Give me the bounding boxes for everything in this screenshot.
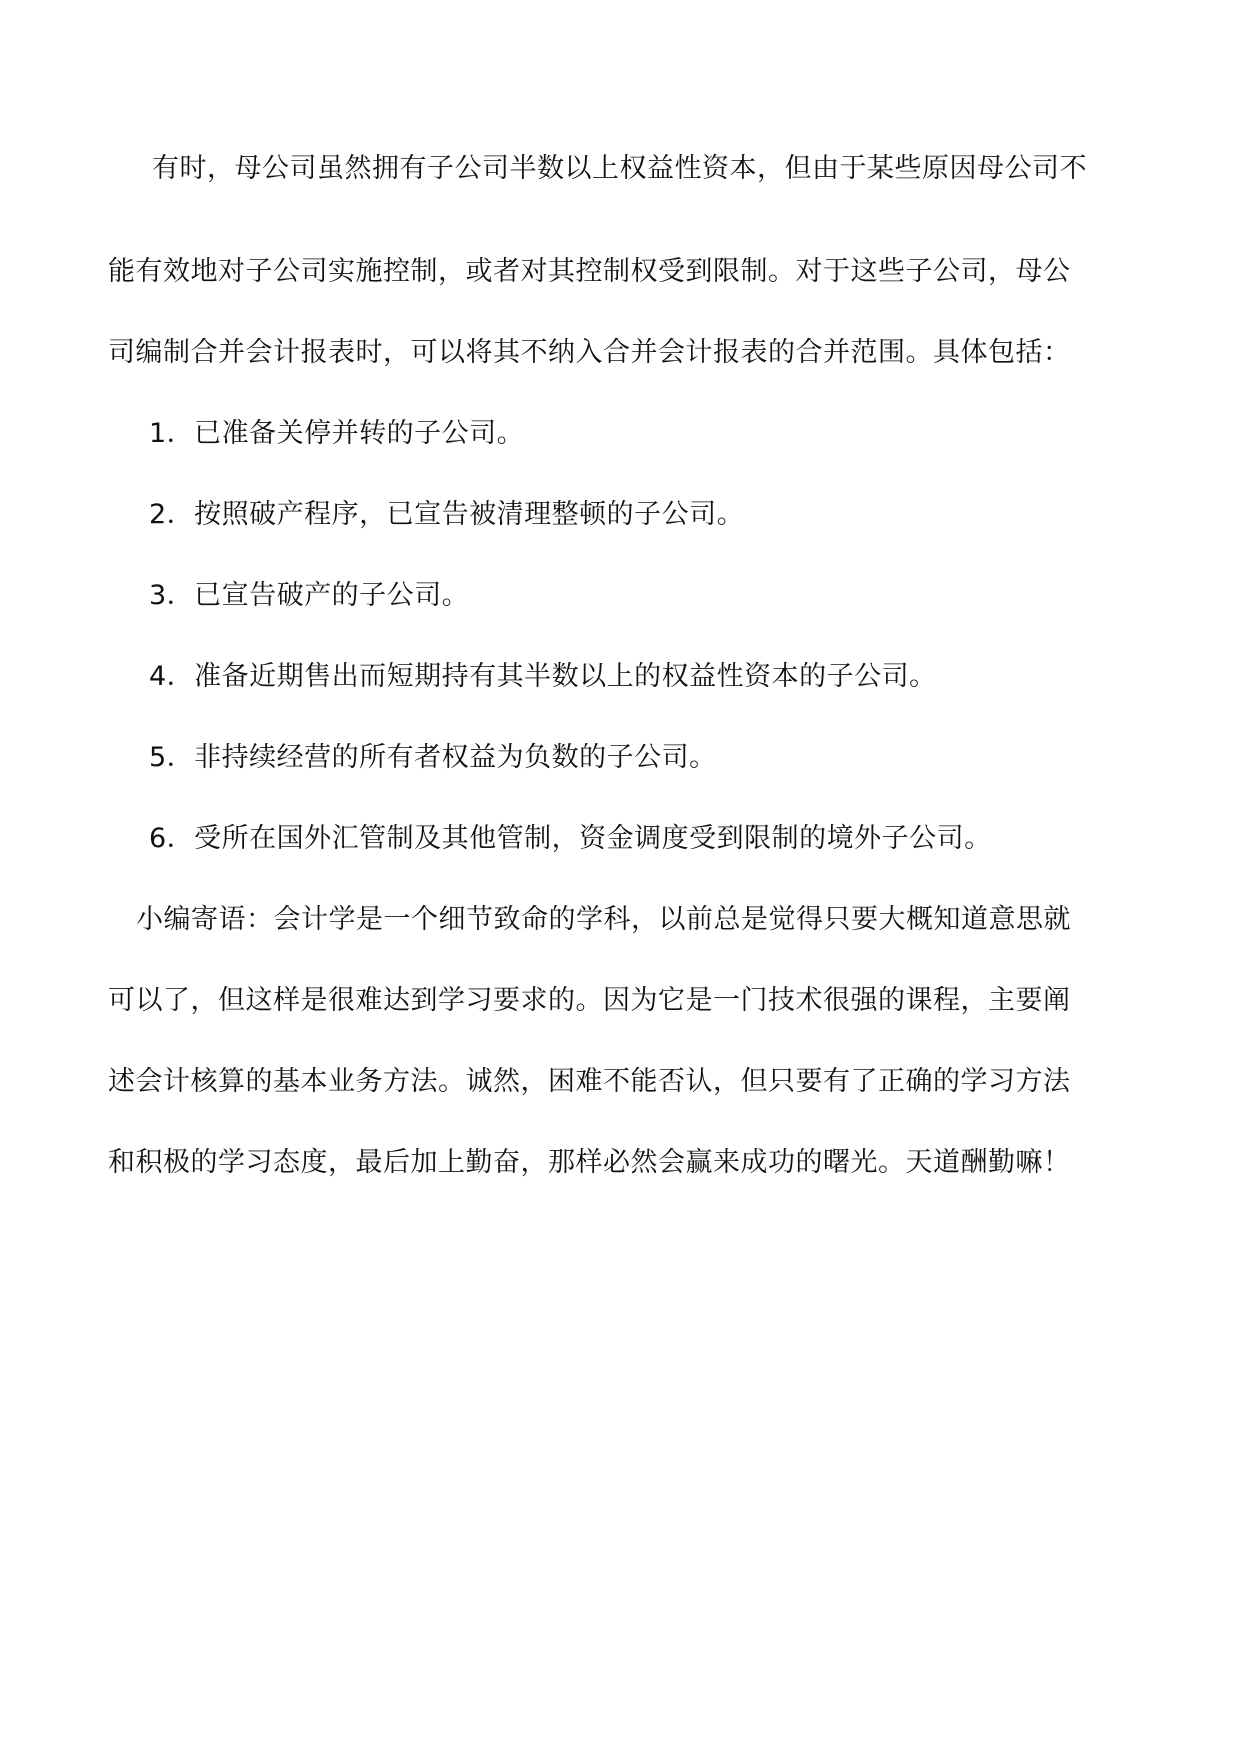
list-item: 5．非持续经营的所有者权益为负数的子公司。 — [149, 742, 717, 773]
paragraph-line: 司编制合并会计报表时，可以将其不纳入合并会计报表的合并范围。具体包括： — [108, 337, 1071, 368]
editor-note-paragraph — [108, 879, 1140, 1203]
paragraph-line: 有时，母公司虽然拥有子公司半数以上权益性资本，但由于某些原因母公司不 — [152, 153, 1087, 184]
intro-paragraph — [108, 150, 1140, 393]
paragraph-line: 述会计核算的基本业务方法。诚然，困难不能否认，但只要有了正确的学习方法 — [108, 1066, 1071, 1097]
document-page — [108, 150, 1140, 1203]
paragraph-line: 和积极的学习态度，最后加上勤奋，那样必然会赢来成功的曙光。天道酬勤嘛！ — [108, 1147, 1071, 1178]
paragraph-line: 小编寄语：会计学是一个细节致命的学科，以前总是觉得只要大概知道意思就 — [136, 904, 1071, 935]
list-item: 6．受所在国外汇管制及其他管制，资金调度受到限制的境外子公司。 — [149, 823, 992, 854]
exclusion-list — [108, 393, 1140, 879]
list-item: 4．准备近期售出而短期持有其半数以上的权益性资本的子公司。 — [149, 661, 937, 692]
list-item: 3．已宣告破产的子公司。 — [149, 580, 470, 611]
paragraph-line: 可以了，但这样是很难达到学习要求的。因为它是一门技术很强的课程，主要阐 — [108, 985, 1071, 1016]
list-item: 2．按照破产程序，已宣告被清理整顿的子公司。 — [149, 499, 745, 530]
paragraph-line: 能有效地对子公司实施控制，或者对其控制权受到限制。对于这些子公司，母公 — [108, 256, 1071, 287]
list-item: 1．已准备关停并转的子公司。 — [149, 418, 525, 449]
